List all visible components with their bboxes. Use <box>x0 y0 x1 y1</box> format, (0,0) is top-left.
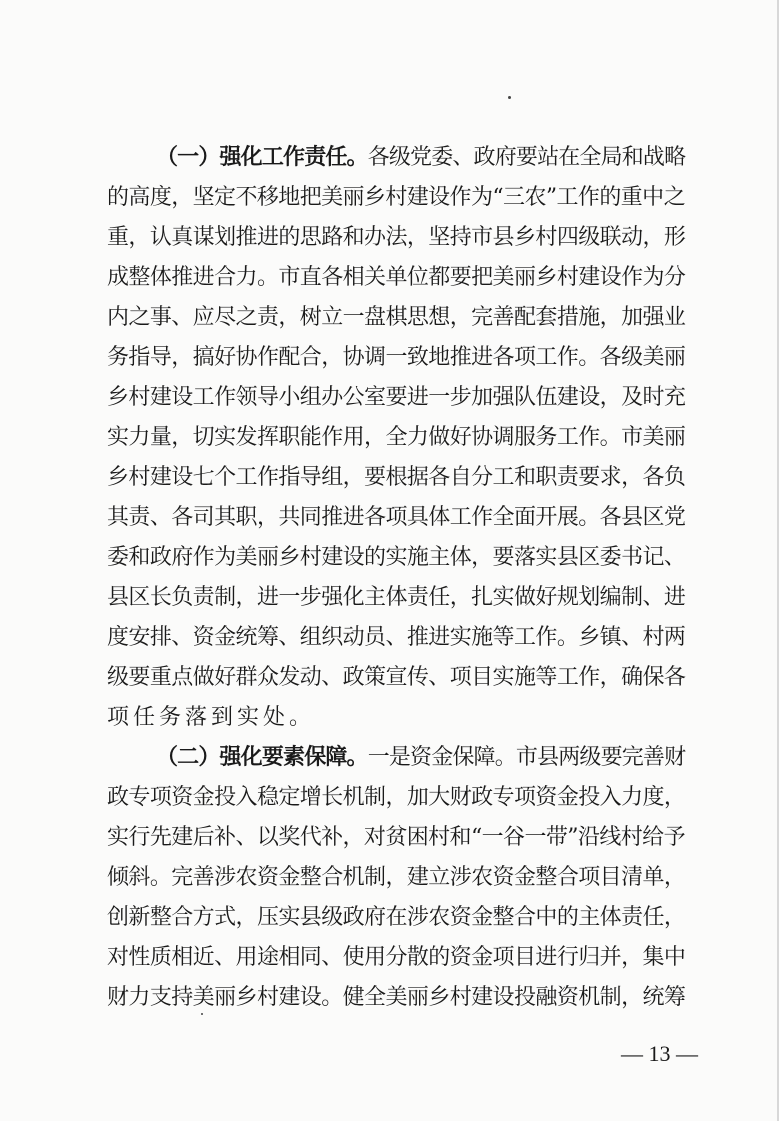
paragraph-2-line-4: 倾斜。完善涉农资金整合机制，建立涉农资金整合项目清单， <box>107 865 686 890</box>
paragraph-1-line-14: 级要重点做好群众发动、政策宣传、项目实施等工作，确保各 <box>107 665 686 690</box>
paragraph-2-line-3: 实行先建后补、以奖代补，对贫困村和“一谷一带”沿线村给予 <box>107 825 685 850</box>
paragraph-1-line-10: 其责、各司其职，共同推进各项具体工作全面开展。各县区党 <box>107 505 686 530</box>
paragraph-1-line-13: 度安排、资金统筹、组织动员、推进实施等工作。乡镇、村两 <box>107 625 686 650</box>
paragraph-2-line-5: 创新整合方式，压实县级政府在涉农资金整合中的主体责任， <box>107 905 686 930</box>
paragraph-1-line-1 <box>156 143 685 173</box>
paragraph-1-line-4: 成整体推进合力。市直各相关单位都要把美丽乡村建设作为分 <box>107 265 686 290</box>
paragraph-1-heading: （一）强化工作责任。 <box>156 145 368 170</box>
paragraph-2-line-6: 对性质相近、用途相同、使用分散的资金项目进行归并，集中 <box>107 945 686 970</box>
paragraph-1-line-5: 内之事、应尽之责，树立一盘棋思想，完善配套措施，加强业 <box>107 305 686 330</box>
paragraph-1-line-6: 务指导，搞好协作配合，协调一致地推进各项工作。各级美丽 <box>107 345 686 370</box>
paragraph-2-heading: （二）强化要素保障。 <box>156 745 368 770</box>
paragraph-1-line-9: 乡村建设七个工作指导组，要根据各自分工和职责要求，各负 <box>107 465 686 490</box>
paragraph-1-text: 各级党委、政府要站在全局和战略 <box>367 145 686 170</box>
paragraph-2-line-1 <box>156 743 685 773</box>
paragraph-1-line-11: 委和政府作为美丽乡村建设的实施主体，要落实县区委书记、 <box>107 545 686 570</box>
paragraph-1-line-3: 重，认真谋划推进的思路和办法，坚持市县乡村四级联动，形 <box>107 225 686 250</box>
scan-speck <box>201 1013 203 1015</box>
paragraph-1-line-15: 项任务落到实处。 <box>107 705 316 730</box>
paragraph-1-line-7: 乡村建设工作领导小组办公室要进一步加强队伍建设，及时充 <box>107 385 686 410</box>
paragraph-1-line-8: 实力量，切实发挥职能作用，全力做好协调服务工作。市美丽 <box>107 425 686 450</box>
paragraph-2-text: 一是资金保障。市县两级要完善财 <box>367 745 686 770</box>
paragraph-2-line-7: 财力支持美丽乡村建设。健全美丽乡村建设投融资机制，统筹 <box>107 985 686 1010</box>
page-number: — 13 — <box>621 1041 698 1066</box>
paragraph-1-line-2: 的高度，坚定不移地把美丽乡村建设作为“三农”工作的重中之 <box>107 185 685 210</box>
scan-speck <box>508 96 511 99</box>
paragraph-2-line-2: 政专项资金投入稳定增长机制，加大财政专项资金投入力度， <box>107 785 686 810</box>
paragraph-1-line-12: 县区长负责制，进一步强化主体责任，扎实做好规划编制、进 <box>107 585 686 610</box>
